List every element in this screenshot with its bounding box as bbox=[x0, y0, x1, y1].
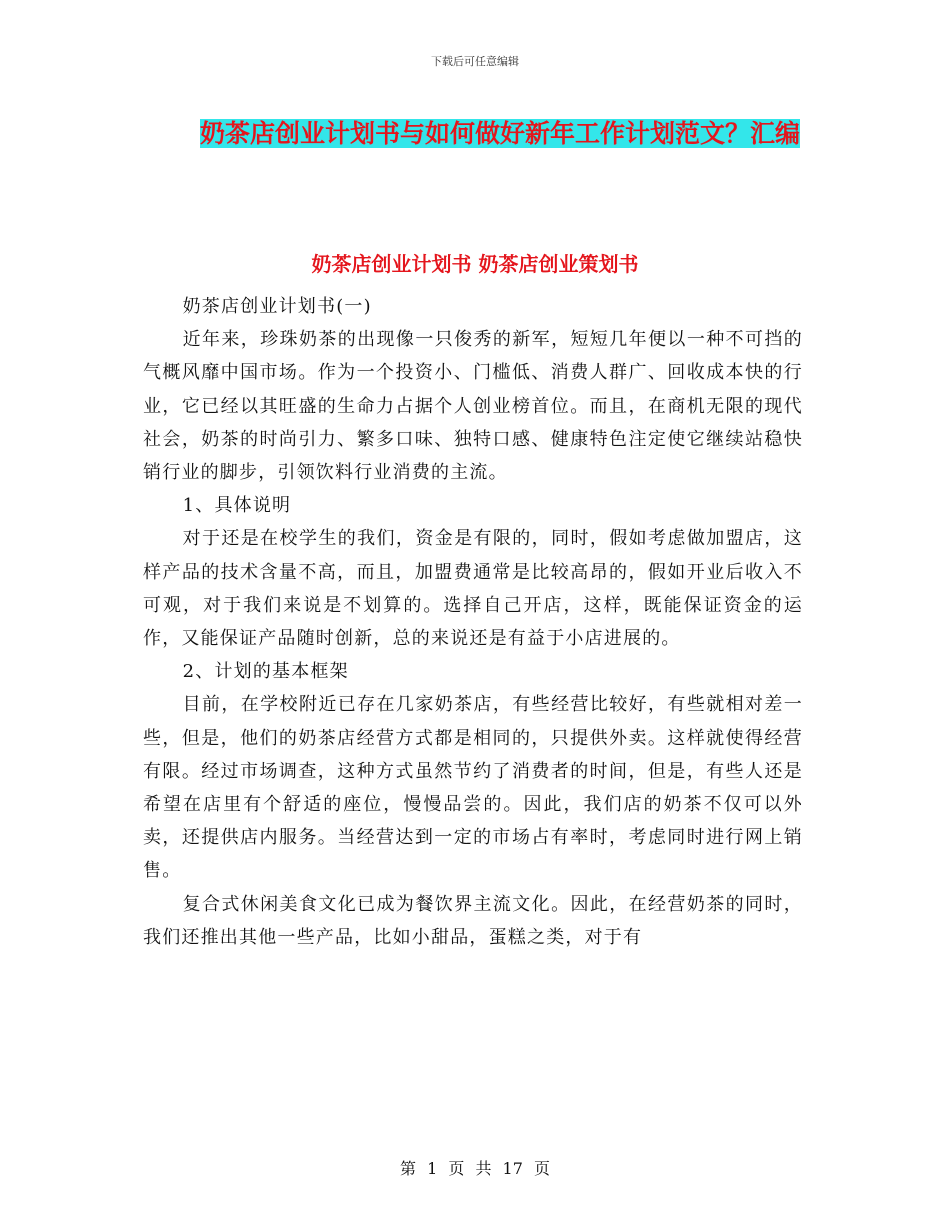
document-title bbox=[160, 112, 840, 156]
paragraph: 目前，在学校附近已存在几家奶茶店，有些经营比较好，有些就相对差一些，但是，他们的奶茶店经营方式都是相同的，只提供外卖。这样就使得经营有限。经过市场调查，这种方式虽然节约了消费者的时间，但是，有些人还是希望在店里有个舒适的座位，慢慢品尝的。因此，我们店的奶茶不仅可以外卖，还提供店内服务。当经营达到一定的市场占有率时，考虑同时进行网上销售。 bbox=[143, 694, 803, 882]
paragraph-heading: 2、计划的基本框架 bbox=[182, 661, 349, 683]
header-note: 下载后可任意编辑 bbox=[431, 55, 519, 68]
paragraph: 对于还是在校学生的我们，资金是有限的，同时，假如考虑做加盟店，这样产品的技术含量不高，而且，加盟费通常是比较高昂的，假如开业后收入不可观，对于我们来说是不划算的。选择自己开店，这样，既能保证资金的运作，又能保证产品随时创新，总的来说还是有益于小店进展的。 bbox=[143, 528, 803, 650]
document-body bbox=[143, 290, 803, 954]
page-footer: 第 1 页 共 17 页 bbox=[400, 1159, 550, 1178]
paragraph-heading: 奶茶店创业计划书(一) bbox=[182, 296, 372, 317]
paragraph-heading: 1、具体说明 bbox=[182, 495, 292, 517]
document-title-text: 奶茶店创业计划书与如何做好新年工作计划范文？汇编 bbox=[199, 119, 800, 148]
paragraph: 复合式休闲美食文化已成为餐饮界主流文化。因此，在经营奶茶的同时，我们还推出其他一些产品，比如小甜品，蛋糕之类，对于有 bbox=[143, 893, 803, 948]
paragraph: 近年来，珍珠奶茶的出现像一只俊秀的新军，短短几年便以一种不可挡的气概风靡中国市场。作为一个投资小、门槛低、消费人群广、回收成本快的行业，它已经以其旺盛的生命力占据个人创业榜首位。而且，在商机无限的现代社会，奶茶的时尚引力、繁多口味、独特口感、健康特色注定使它继续站稳快销行业的脚步，引领饮料行业消费的主流。 bbox=[143, 329, 803, 484]
section-subtitle: 奶茶店创业计划书 奶茶店创业策划书 bbox=[311, 252, 639, 276]
